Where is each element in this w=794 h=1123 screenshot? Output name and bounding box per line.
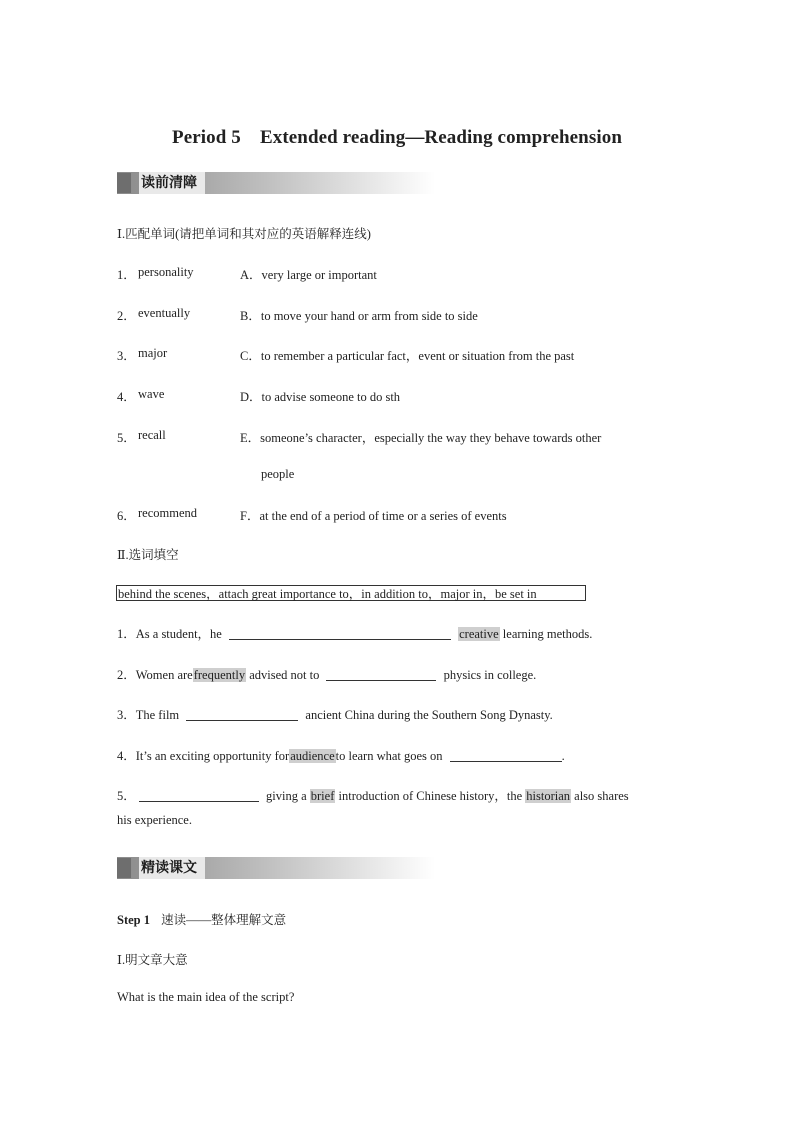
text: 4．It’s an exciting opportunity for [117, 749, 290, 763]
highlighted-word: historian [526, 789, 571, 803]
def-letter: E． [240, 431, 261, 445]
match-word-1: personality [138, 265, 194, 279]
fill-sentence-4 [117, 746, 565, 764]
def-text: to move your hand or arm from side to side [260, 309, 478, 323]
banner-label: 读前清障 [139, 172, 205, 194]
section-banner-intensive-reading [117, 857, 435, 879]
text: ancient China during the Southern Song Dynasty. [305, 708, 553, 722]
section-banner-pre-reading [117, 172, 435, 194]
match-word-5: recall [138, 428, 166, 442]
def-letter: D． [240, 390, 262, 404]
answer-blank[interactable] [186, 707, 298, 721]
match-num-4: 4． [117, 390, 136, 404]
def-text: to remember a particular fact，event or situation from the past [260, 349, 575, 363]
match-word-2: eventually [138, 306, 191, 320]
text: 2．Women are [117, 668, 193, 682]
match-def-c [240, 346, 574, 364]
def-text: very large or important [261, 268, 377, 282]
highlighted-word: creative [459, 627, 499, 641]
step-heading [117, 910, 286, 928]
step-label: Step 1 [117, 913, 150, 927]
banner-label: 精读课文 [139, 857, 205, 879]
def-letter: F． [240, 509, 260, 523]
page-title: Period 5 Extended reading—Reading comprehension [172, 127, 622, 148]
text: advised not to [249, 668, 320, 682]
answer-blank[interactable] [450, 748, 562, 762]
match-word-6: recommend [138, 506, 198, 520]
banner-square-icon [117, 858, 131, 878]
match-word-3: major [138, 346, 168, 360]
text: learning methods. [502, 627, 593, 641]
text: . [561, 749, 565, 763]
match-def-e-continued: people [261, 467, 295, 481]
def-letter: C． [240, 349, 261, 363]
question: What is the main idea of the script? [117, 990, 295, 1004]
match-def-f [240, 506, 507, 524]
match-num-5: 5． [117, 431, 136, 445]
text: 3．The film [117, 708, 180, 722]
fill-sentence-2 [117, 665, 536, 683]
fill-sentence-5 [117, 786, 629, 804]
text: giving a [266, 789, 307, 803]
match-def-e [240, 428, 601, 446]
text: 1．As a student，he [117, 627, 222, 641]
match-def-a [240, 265, 377, 283]
text: physics in college. [443, 668, 537, 682]
word-box: behind the scenes，attach great importance to，in addition to，major in，be set in [116, 585, 586, 601]
match-def-d [240, 387, 400, 405]
highlighted-word: frequently [193, 668, 246, 682]
section-heading-main-idea: Ⅰ.明文章大意 [117, 953, 188, 967]
text: 5． [117, 789, 136, 803]
match-num-6: 6． [117, 509, 136, 523]
match-num-3: 3． [117, 349, 136, 363]
highlighted-word: audience [290, 749, 335, 763]
highlighted-word: brief [310, 789, 335, 803]
match-num-2: 2． [117, 309, 136, 323]
fill-sentence-1 [117, 624, 592, 642]
fill-sentence-5-continued: his experience. [117, 813, 192, 827]
def-letter: B． [240, 309, 261, 323]
banner-square-icon [117, 173, 131, 193]
section-heading-fill: Ⅱ.选词填空 [117, 548, 179, 562]
match-word-4: wave [138, 387, 165, 401]
def-text: at the end of a period of time or a series of events [259, 509, 507, 523]
answer-blank[interactable] [229, 626, 451, 640]
fill-sentence-3 [117, 705, 553, 723]
text: introduction of Chinese history，the [338, 789, 523, 803]
def-text: to advise someone to do sth [261, 390, 401, 404]
text: to learn what goes on [335, 749, 443, 763]
def-text: someone’s character，especially the way they behave towards other [260, 431, 602, 445]
match-num-1: 1． [117, 268, 136, 282]
match-def-b [240, 306, 478, 324]
section-heading-matching: Ⅰ.匹配单词(请把单词和其对应的英语解释连线) [117, 227, 371, 241]
answer-blank[interactable] [139, 788, 259, 802]
answer-blank[interactable] [326, 667, 436, 681]
step-text: 速读——整体理解文意 [161, 913, 287, 927]
text: also shares [574, 789, 629, 803]
def-letter: A． [240, 268, 262, 282]
